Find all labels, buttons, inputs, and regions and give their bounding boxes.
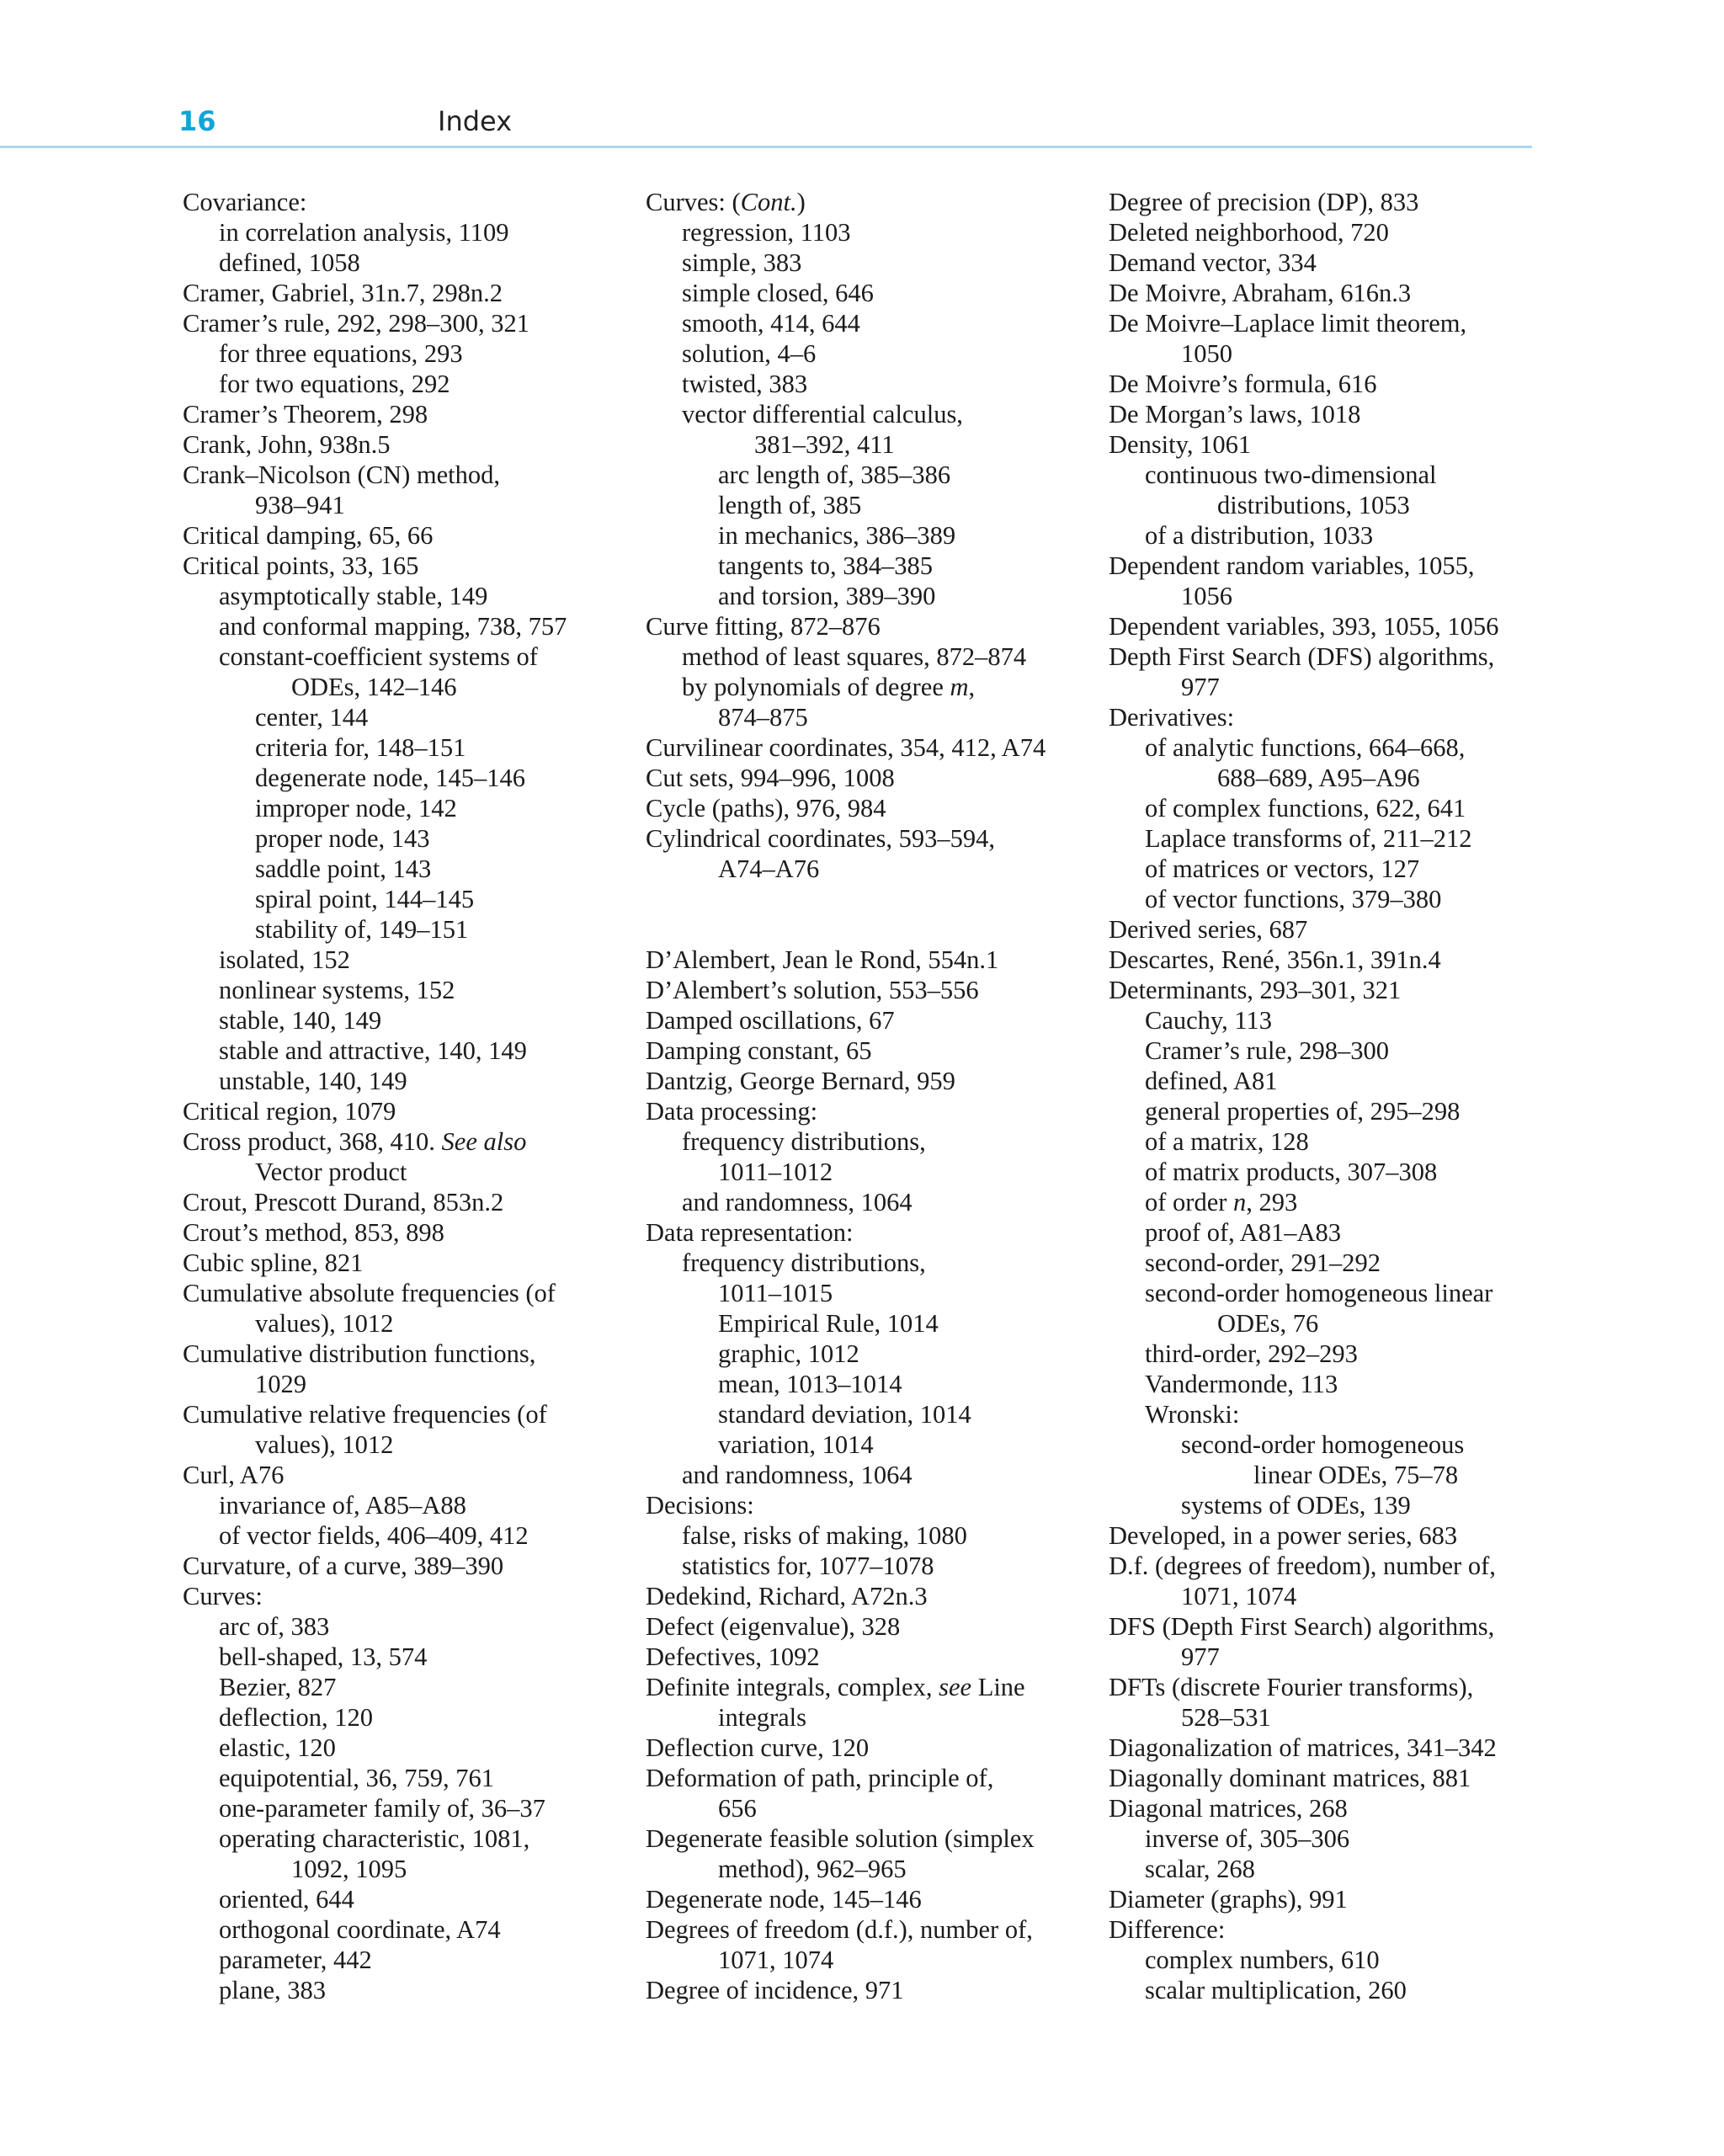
index-subentry: of a distribution, 1033	[1145, 521, 1374, 550]
index-entry: Cumulative distribution functions,	[183, 1339, 536, 1368]
index-entry: D’Alembert, Jean le Rond, 554n.1	[646, 945, 999, 974]
index-entry: Deflection curve, 120	[646, 1733, 870, 1762]
index-subsubentry: Empirical Rule, 1014	[718, 1309, 939, 1338]
index-entry: DFTs (discrete Fourier transforms),	[1109, 1673, 1474, 1701]
index-subentry: oriented, 644	[219, 1885, 354, 1914]
index-entry-continuation: A74–A76	[718, 854, 820, 883]
index-subentry: of a matrix, 128	[1145, 1127, 1309, 1156]
index-subentry: and conformal mapping, 738, 757	[219, 612, 567, 641]
index-entry: Covariance:	[183, 188, 307, 216]
index-entry: Depth First Search (DFS) algorithms,	[1109, 642, 1495, 671]
index-entry: Crout’s method, 853, 898	[183, 1218, 444, 1247]
index-subentry: for three equations, 293	[219, 339, 463, 368]
index-entry-continuation: 938–941	[255, 491, 345, 519]
index-entry: Curvature, of a curve, 389–390	[183, 1552, 504, 1580]
index-subentry: orthogonal coordinate, A74	[219, 1915, 501, 1944]
index-entry-continuation: method), 962–965	[718, 1855, 907, 1883]
index-subentry: in correlation analysis, 1109	[219, 218, 509, 247]
index-subentry: Laplace transforms of, 211–212	[1145, 824, 1472, 853]
index-entry: Crank–Nicolson (CN) method,	[183, 460, 500, 489]
index-column-3	[1109, 187, 1567, 2005]
index-subentry: one-parameter family of, 36–37	[219, 1794, 545, 1823]
index-entry-text: Definite integrals, complex,	[646, 1673, 939, 1701]
index-entry	[646, 187, 1104, 217]
index-subsubentry: center, 144	[255, 703, 369, 732]
index-subentry: asymptotically stable, 149	[219, 582, 488, 610]
index-entry-continuation: Vector product	[255, 1158, 407, 1186]
index-entry: Critical points, 33, 165	[183, 551, 419, 580]
index-subentry: and randomness, 1064	[682, 1461, 913, 1489]
index-subentry: twisted, 383	[682, 370, 808, 398]
index-subsubentry: stability of, 149–151	[255, 915, 469, 944]
index-subentry: isolated, 152	[219, 945, 350, 974]
index-entry-continuation: 1056	[1181, 582, 1232, 610]
index-subentry: Bezier, 827	[219, 1673, 337, 1701]
index-subentry: method of least squares, 872–874	[682, 642, 1027, 671]
index-subentry: of complex functions, 622, 641	[1145, 794, 1466, 822]
running-head	[0, 97, 1532, 148]
index-subentry: of analytic functions, 664–668,	[1145, 733, 1466, 762]
index-subentry: frequency distributions,	[682, 1127, 926, 1156]
index-entry: De Moivre’s formula, 616	[1109, 370, 1377, 398]
index-subentry: scalar, 268	[1145, 1855, 1255, 1883]
index-entry: Developed, in a power series, 683	[1109, 1521, 1458, 1550]
index-subentry: third-order, 292–293	[1145, 1339, 1358, 1368]
index-entry: Diagonal matrices, 268	[1109, 1794, 1348, 1823]
index-subsubentry: spiral point, 144–145	[255, 885, 475, 913]
index-entry-continuation: 977	[1181, 673, 1220, 701]
index-subentry: frequency distributions,	[682, 1248, 926, 1277]
continued-label: Cont.	[740, 188, 797, 216]
index-subsubentry: saddle point, 143	[255, 854, 432, 883]
index-entry-continuation: 1029	[255, 1370, 306, 1398]
index-subentry: operating characteristic, 1081,	[219, 1824, 530, 1853]
index-entry-continuation: 688–689, A95–A96	[1217, 764, 1420, 792]
index-subsubentry: and torsion, 389–390	[718, 582, 936, 610]
index-subentry: of matrices or vectors, 127	[1145, 854, 1420, 883]
index-subentry: for two equations, 292	[219, 370, 450, 398]
index-subsubentry: length of, 385	[718, 491, 862, 519]
index-subentry: defined, A81	[1145, 1067, 1278, 1095]
section-gap	[646, 914, 1104, 945]
index-entry: Data processing:	[646, 1097, 818, 1126]
index-subentry: proof of, A81–A83	[1145, 1218, 1341, 1247]
index-entry: Dependent random variables, 1055,	[1109, 551, 1475, 580]
index-subsubentry: improper node, 142	[255, 794, 457, 822]
index-entry: D.f. (degrees of freedom), number of,	[1109, 1552, 1496, 1580]
index-subentry: stable, 140, 149	[219, 1006, 382, 1035]
index-subsubentry: tangents to, 384–385	[718, 551, 933, 580]
index-subentry: defined, 1058	[219, 248, 360, 277]
index-subentry: smooth, 414, 644	[682, 309, 860, 338]
index-entry-continuation: values), 1012	[255, 1309, 394, 1338]
index-subentry: scalar multiplication, 260	[1145, 1976, 1407, 2004]
index-subentry: invariance of, A85–A88	[219, 1491, 466, 1520]
index-entry: Degrees of freedom (d.f.), number of,	[646, 1915, 1033, 1944]
index-entry-continuation: 1050	[1181, 339, 1232, 368]
index-subentry: stable and attractive, 140, 149	[219, 1036, 527, 1065]
index-entry: Descartes, René, 356n.1, 391n.4	[1109, 945, 1441, 974]
index-entry: Defectives, 1092	[646, 1642, 820, 1671]
index-entry	[183, 1126, 641, 1157]
index-subsubentry: systems of ODEs, 139	[1181, 1491, 1411, 1520]
index-subsubentry: degenerate node, 145–146	[255, 764, 525, 792]
section-gap	[646, 884, 1104, 914]
index-entry-continuation: 1071, 1074	[718, 1946, 834, 1974]
index-entry-continuation: 528–531	[1181, 1703, 1271, 1732]
index-entry: Degenerate node, 145–146	[646, 1885, 922, 1914]
index-entry: Curvilinear coordinates, 354, 412, A74	[646, 733, 1046, 762]
running-head-title: Index	[438, 105, 513, 137]
index-subentry: Cauchy, 113	[1145, 1006, 1273, 1035]
index-entry: Degenerate feasible solution (simplex	[646, 1824, 1035, 1853]
index-entry: Cumulative absolute frequencies (of	[183, 1279, 556, 1307]
index-entry: Diameter (graphs), 991	[1109, 1885, 1348, 1914]
index-entry: Decisions:	[646, 1491, 754, 1520]
index-entry: Cycle (paths), 976, 984	[646, 794, 886, 822]
index-subentry: Vandermonde, 113	[1145, 1370, 1338, 1398]
index-subentry: solution, 4–6	[682, 339, 817, 368]
index-entry: Derivatives:	[1109, 703, 1235, 732]
index-entry: Cramer’s Theorem, 298	[183, 400, 428, 429]
index-subentry: second-order, 291–292	[1145, 1248, 1381, 1277]
index-entry: De Morgan’s laws, 1018	[1109, 400, 1361, 429]
index-subentry	[646, 672, 1104, 702]
index-entry-text: , 293	[1246, 1188, 1298, 1216]
index-entry-continuation: 656	[718, 1794, 757, 1823]
index-entry: Cramer, Gabriel, 31n.7, 298n.2	[183, 279, 503, 307]
index-entry-continuation: 1092, 1095	[291, 1855, 407, 1883]
index-subsubentry: criteria for, 148–151	[255, 733, 466, 762]
index-entry-continuation: 1071, 1074	[1181, 1582, 1297, 1610]
index-subentry: deflection, 120	[219, 1703, 373, 1732]
index-entry: D’Alembert’s solution, 553–556	[646, 976, 979, 1004]
index-entry: Curl, A76	[183, 1461, 285, 1489]
index-subentry: bell-shaped, 13, 574	[219, 1642, 428, 1671]
index-entry-continuation: ODEs, 142–146	[291, 673, 457, 701]
index-entry: Damping constant, 65	[646, 1036, 872, 1065]
index-entry-text: )	[796, 188, 806, 216]
index-entry-continuation: 1011–1015	[718, 1279, 833, 1307]
math-variable: m	[950, 673, 969, 701]
index-entry: Data representation:	[646, 1218, 854, 1247]
index-subsubentry: in mechanics, 386–389	[718, 521, 956, 550]
index-subentry: plane, 383	[219, 1976, 327, 2004]
index-entry: Dantzig, George Bernard, 959	[646, 1067, 955, 1095]
index-entry: Crank, John, 938n.5	[183, 430, 391, 459]
index-subentry: simple closed, 646	[682, 279, 874, 307]
index-subentry: inverse of, 305–306	[1145, 1824, 1350, 1853]
index-entry-continuation: 874–875	[718, 703, 808, 732]
index-subentry	[1109, 1187, 1567, 1217]
index-subentry: of vector fields, 406–409, 412	[219, 1521, 529, 1550]
index-entry-continuation: 977	[1181, 1642, 1220, 1671]
index-entry-text: of order	[1145, 1188, 1234, 1216]
index-entry: Diagonalization of matrices, 341–342	[1109, 1733, 1497, 1762]
index-subsubentry: mean, 1013–1014	[718, 1370, 902, 1398]
index-entry: Derived series, 687	[1109, 915, 1308, 944]
index-entry: Cylindrical coordinates, 593–594,	[646, 824, 996, 853]
index-subentry: equipotential, 36, 759, 761	[219, 1764, 494, 1792]
index-subentry: statistics for, 1077–1078	[682, 1552, 934, 1580]
index-subsubentry: proper node, 143	[255, 824, 430, 853]
index-entry: Diagonally dominant matrices, 881	[1109, 1764, 1471, 1792]
see-reference: see	[939, 1673, 972, 1701]
index-subentry: unstable, 140, 149	[219, 1067, 407, 1095]
index-entry: Cumulative relative frequencies (of	[183, 1400, 547, 1429]
index-subsubentry: graphic, 1012	[718, 1339, 859, 1368]
index-entry: Difference:	[1109, 1915, 1226, 1944]
see-also-reference: See also	[441, 1127, 527, 1156]
index-subentry: continuous two-dimensional	[1145, 460, 1437, 489]
index-subentry: vector differential calculus,	[682, 400, 963, 429]
index-entry: Critical region, 1079	[183, 1097, 396, 1126]
index-subentry: regression, 1103	[682, 218, 851, 247]
math-variable: n	[1233, 1188, 1247, 1216]
index-entry-continuation: integrals	[718, 1703, 807, 1732]
index-subentry: false, risks of making, 1080	[682, 1521, 967, 1550]
index-entry: DFS (Depth First Search) algorithms,	[1109, 1612, 1495, 1641]
index-entry-continuation: values), 1012	[255, 1430, 394, 1459]
index-column-1	[183, 187, 641, 2005]
index-entry: Curve fitting, 872–876	[646, 612, 881, 641]
index-entry-continuation: distributions, 1053	[1217, 491, 1410, 519]
index-subentry: general properties of, 295–298	[1145, 1097, 1461, 1126]
index-entry: Critical damping, 65, 66	[183, 521, 434, 550]
index-entry: Density, 1061	[1109, 430, 1252, 459]
index-entry-continuation: 1011–1012	[718, 1158, 833, 1186]
index-subsubentry: variation, 1014	[718, 1430, 874, 1459]
index-entry-text: by polynomials of degree	[682, 673, 950, 701]
index-entry-continuation: ODEs, 76	[1217, 1309, 1319, 1338]
index-subentry: of matrix products, 307–308	[1145, 1158, 1438, 1186]
index-entry: Damped oscillations, 67	[646, 1006, 895, 1035]
index-subentry: of vector functions, 379–380	[1145, 885, 1442, 913]
index-entry: Deformation of path, principle of,	[646, 1764, 994, 1792]
index-subentry: constant-coefficient systems of	[219, 642, 538, 671]
index-subentry: elastic, 120	[219, 1733, 336, 1762]
index-subentry: Cramer’s rule, 298–300	[1145, 1036, 1389, 1065]
index-entry-text: Cross product, 368, 410.	[183, 1127, 435, 1156]
index-subentry: second-order homogeneous linear	[1145, 1279, 1493, 1307]
page-number: 16	[178, 105, 216, 137]
index-entry: Dependent variables, 393, 1055, 1056	[1109, 612, 1499, 641]
index-subsubentry: standard deviation, 1014	[718, 1400, 971, 1429]
index-subsubentry: arc length of, 385–386	[718, 460, 951, 489]
index-entry: Defect (eigenvalue), 328	[646, 1612, 901, 1641]
index-subentry: and randomness, 1064	[682, 1188, 913, 1216]
index-entry-continuation: linear ODEs, 75–78	[1253, 1461, 1459, 1489]
index-subentry: complex numbers, 610	[1145, 1946, 1380, 1974]
index-subentry: Wronski:	[1145, 1400, 1240, 1429]
index-entry-text: Curves: (	[646, 188, 741, 216]
index-entry: Degree of incidence, 971	[646, 1976, 904, 2004]
index-entry: De Moivre, Abraham, 616n.3	[1109, 279, 1412, 307]
index-entry: Degree of precision (DP), 833	[1109, 188, 1419, 216]
index-subentry: nonlinear systems, 152	[219, 976, 455, 1004]
index-subsubentry: second-order homogeneous	[1181, 1430, 1465, 1459]
index-entry-continuation: 381–392, 411	[754, 430, 895, 459]
index-subentry: parameter, 442	[219, 1946, 372, 1974]
index-subentry: arc of, 383	[219, 1612, 330, 1641]
index-entry: Crout, Prescott Durand, 853n.2	[183, 1188, 504, 1216]
index-entry: De Moivre–Laplace limit theorem,	[1109, 309, 1467, 338]
index-column-2	[646, 187, 1104, 2005]
index-entry: Determinants, 293–301, 321	[1109, 976, 1402, 1004]
index-subentry: simple, 383	[682, 248, 802, 277]
index-entry: Cramer’s rule, 292, 298–300, 321	[183, 309, 529, 338]
index-entry: Demand vector, 334	[1109, 248, 1317, 277]
index-entry-text: ,	[968, 673, 976, 701]
index-entry: Deleted neighborhood, 720	[1109, 218, 1389, 247]
index-entry	[646, 1672, 1104, 1702]
index-entry: Cut sets, 994–996, 1008	[646, 764, 895, 792]
index-entry: Dedekind, Richard, A72n.3	[646, 1582, 928, 1610]
index-entry-text: Line	[971, 1673, 1025, 1701]
index-entry: Cubic spline, 821	[183, 1248, 364, 1277]
index-entry: Curves:	[183, 1582, 263, 1610]
